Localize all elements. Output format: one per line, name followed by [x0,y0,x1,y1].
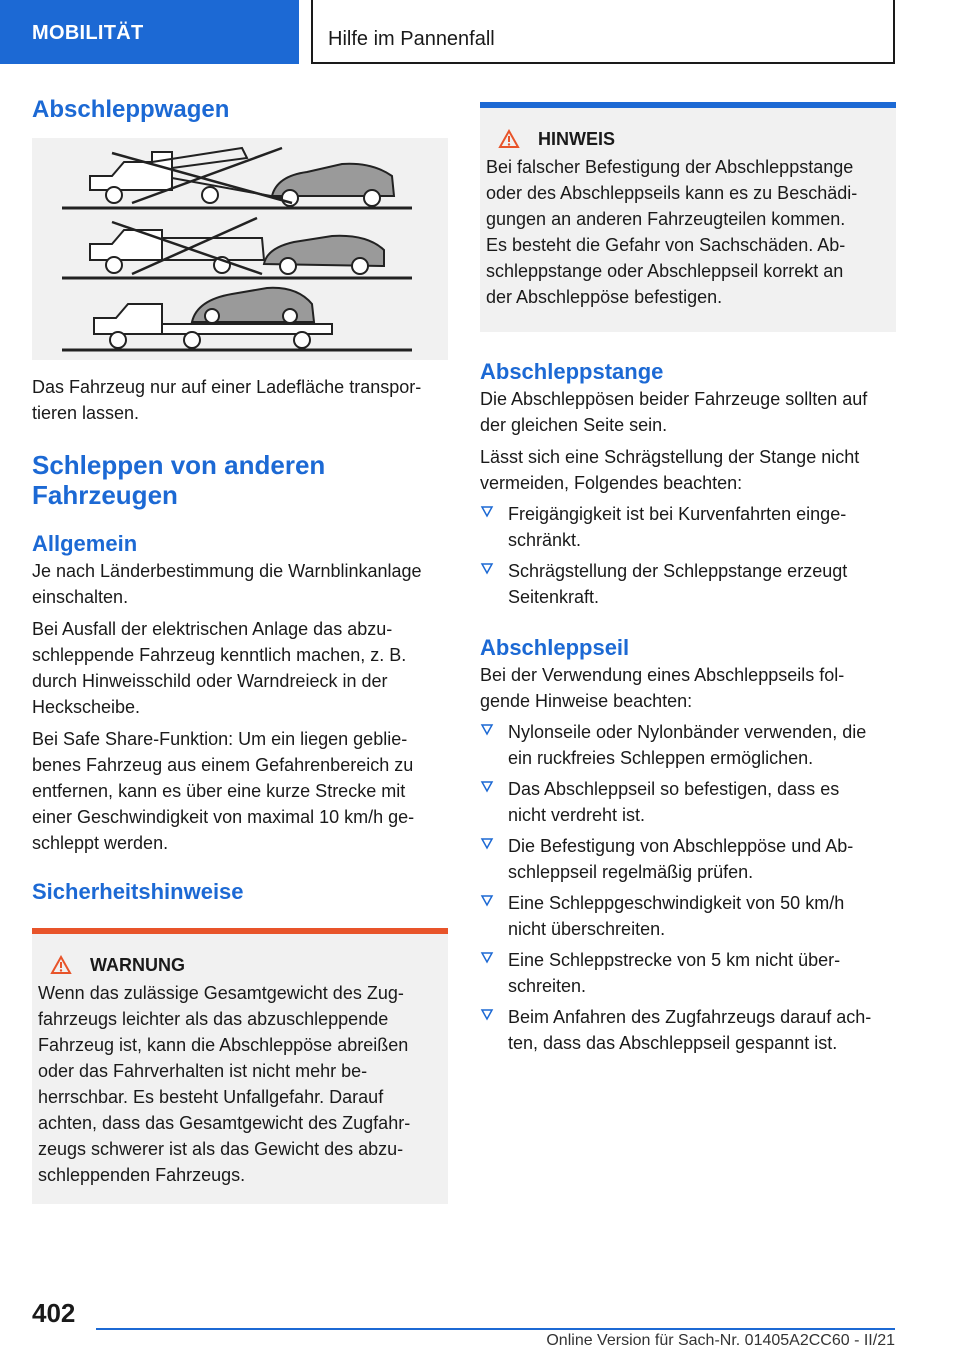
heading-abschleppstange: Abschleppstange [480,359,664,384]
list-abschleppseil [480,719,896,1056]
list-item [480,947,896,999]
text-line: achten, dass das Gesamtgewicht des Zugfahr- [38,1113,411,1133]
text-line: Eine Schleppgeschwindigkeit von 50 km/h [508,893,845,913]
text-line: ein ruckfreies Schleppen ermöglichen. [508,748,814,768]
text-line: schreiten. [508,976,587,996]
warning-box [32,928,448,1204]
text-line: Die Abschleppösen beider Fahrzeuge sollten auf [480,389,868,409]
text-line: Das Fahrzeug nur auf einer Ladefläche transpor- [32,377,422,397]
warning-triangle-icon [50,955,72,975]
warning-title: WARNUNG [90,955,185,975]
text-line: schleppstange oder Abschleppseil korrekt an [486,261,844,281]
text-line: Freigängigkeit ist bei Kurvenfahrten einge- [508,504,847,524]
paragraph-ausfall [32,616,448,720]
list-item [480,1004,896,1056]
note-text [486,154,888,310]
paragraph-stange-1 [480,386,896,438]
text-line: einer Geschwindigkeit von maximal 10 km/h ge- [32,807,415,827]
text-line: Schrägstellung der Schleppstange erzeugt [508,561,848,581]
triangle-bullet-icon [480,951,494,965]
heading-line: Fahrzeugen [32,480,178,510]
list-item [480,776,896,828]
text-line: schleppende Fahrzeug kenntlich machen, z. B. [32,645,407,665]
list-item [480,501,896,553]
text-line: tieren lassen. [32,403,140,423]
heading-line: Schleppen von anderen [32,450,326,480]
note-box [480,102,896,332]
heading-abschleppseil: Abschleppseil [480,635,630,660]
text-line: nicht verdreht ist. [508,805,646,825]
left-column [32,96,448,1204]
text-line: Das Abschleppseil so befestigen, dass es [508,779,840,799]
triangle-bullet-icon [480,780,494,794]
text-line: vermeiden, Folgendes beachten: [480,473,743,493]
heading-sicherheitshinweise: Sicherheitshinweise [32,879,244,904]
footer-version: Online Version für Sach-Nr. 01405A2CC60 - II/21 [546,1332,895,1349]
triangle-bullet-icon [480,562,494,576]
section-tab [0,0,299,64]
heading-schleppen [32,450,448,510]
text-line: Fahrzeug ist, kann die Abschleppöse abreißen [38,1035,409,1055]
text-line: durch Hinweisschild oder Warndreieck in der [32,671,388,691]
text-line: gungen an anderen Fahrzeugteilen kommen. [486,209,846,229]
paragraph-ladeflaeche [32,374,448,426]
text-line: benes Fahrzeug aus einem Gefahrenbereich zu [32,755,414,775]
note-content [480,108,896,332]
text-line: ten, dass das Abschleppseil gespannt ist. [508,1033,838,1053]
paragraph-stange-2 [480,444,896,496]
text-line: schleppenden Fahrzeugs. [38,1165,246,1185]
page-number: 402 [32,1298,76,1328]
heading-abschleppwagen: Abschleppwagen [32,96,230,123]
section-title: MOBILITÄT [32,22,144,44]
text-line: Je nach Länderbestimmung die Warnblinkanlage [32,561,422,581]
note-header [486,128,888,150]
list-item [480,558,896,610]
text-line: fahrzeugs leichter als das abzuschleppende [38,1009,389,1029]
triangle-bullet-icon [480,1008,494,1022]
text-line: Wenn das zulässige Gesamtgewicht des Zug- [38,983,404,1003]
warning-text [38,980,440,1188]
text-line: Beim Anfahren des Zugfahrzeugs darauf ach- [508,1007,872,1027]
tow-truck-illustration-svg [32,138,448,360]
text-line: schleppseil regelmäßig prüfen. [508,862,754,882]
text-line: Eine Schleppstrecke von 5 km nicht über- [508,950,841,970]
triangle-bullet-icon [480,837,494,851]
list-item [480,719,896,771]
text-line: Bei Safe Share-Funktion: Um ein liegen geblie- [32,729,408,749]
warning-header [38,954,440,976]
text-line: schleppt werden. [32,833,169,853]
text-line: nicht überschreiten. [508,919,666,939]
text-line: der gleichen Seite sein. [480,415,668,435]
chapter-header [311,0,895,64]
text-line: einschalten. [32,587,129,607]
warning-content [32,934,448,1204]
text-line: herrschbar. Es besteht Unfallgefahr. Darauf [38,1087,384,1107]
text-line: Bei falscher Befestigung der Abschleppstange [486,157,854,177]
paragraph-safe-share [32,726,448,856]
text-line: Bei Ausfall der elektrischen Anlage das abzu- [32,619,393,639]
triangle-bullet-icon [480,505,494,519]
text-line: entfernen, kann es über eine kurze Strecke mit [32,781,406,801]
text-line: Seitenkraft. [508,587,600,607]
list-abschleppstange [480,501,896,610]
text-line: Es besteht die Gefahr von Sachschäden. Ab- [486,235,846,255]
triangle-bullet-icon [480,723,494,737]
text-line: Nylonseile oder Nylonbänder verwenden, die [508,722,867,742]
text-line: gende Hinweise beachten: [480,691,693,711]
warning-triangle-icon [498,129,520,149]
text-line: zeugs schwerer ist als das Gewicht des abzu- [38,1139,404,1159]
text-line: oder das Fahrverhalten ist nicht mehr be- [38,1061,368,1081]
text-line: schränkt. [508,530,582,550]
heading-allgemein: Allgemein [32,531,138,556]
text-line: Bei der Verwendung eines Abschleppseils fol- [480,665,845,685]
note-title: HINWEIS [538,129,616,149]
text-line: Heckscheibe. [32,697,141,717]
text-line: Die Befestigung von Abschleppöse und Ab- [508,836,854,856]
list-item [480,833,896,885]
chapter-title: Hilfe im Pannenfall [328,28,495,50]
triangle-bullet-icon [480,894,494,908]
footer-divider [96,1328,895,1330]
text-line: der Abschleppöse befestigen. [486,287,723,307]
right-column [480,102,896,1056]
tow-truck-illustration [32,138,448,360]
text-line: oder des Abschleppseils kann es zu Beschädi- [486,183,858,203]
paragraph-warnblink [32,558,448,610]
text-line: Lässt sich eine Schrägstellung der Stange nicht [480,447,860,467]
paragraph-seil [480,662,896,714]
list-item [480,890,896,942]
